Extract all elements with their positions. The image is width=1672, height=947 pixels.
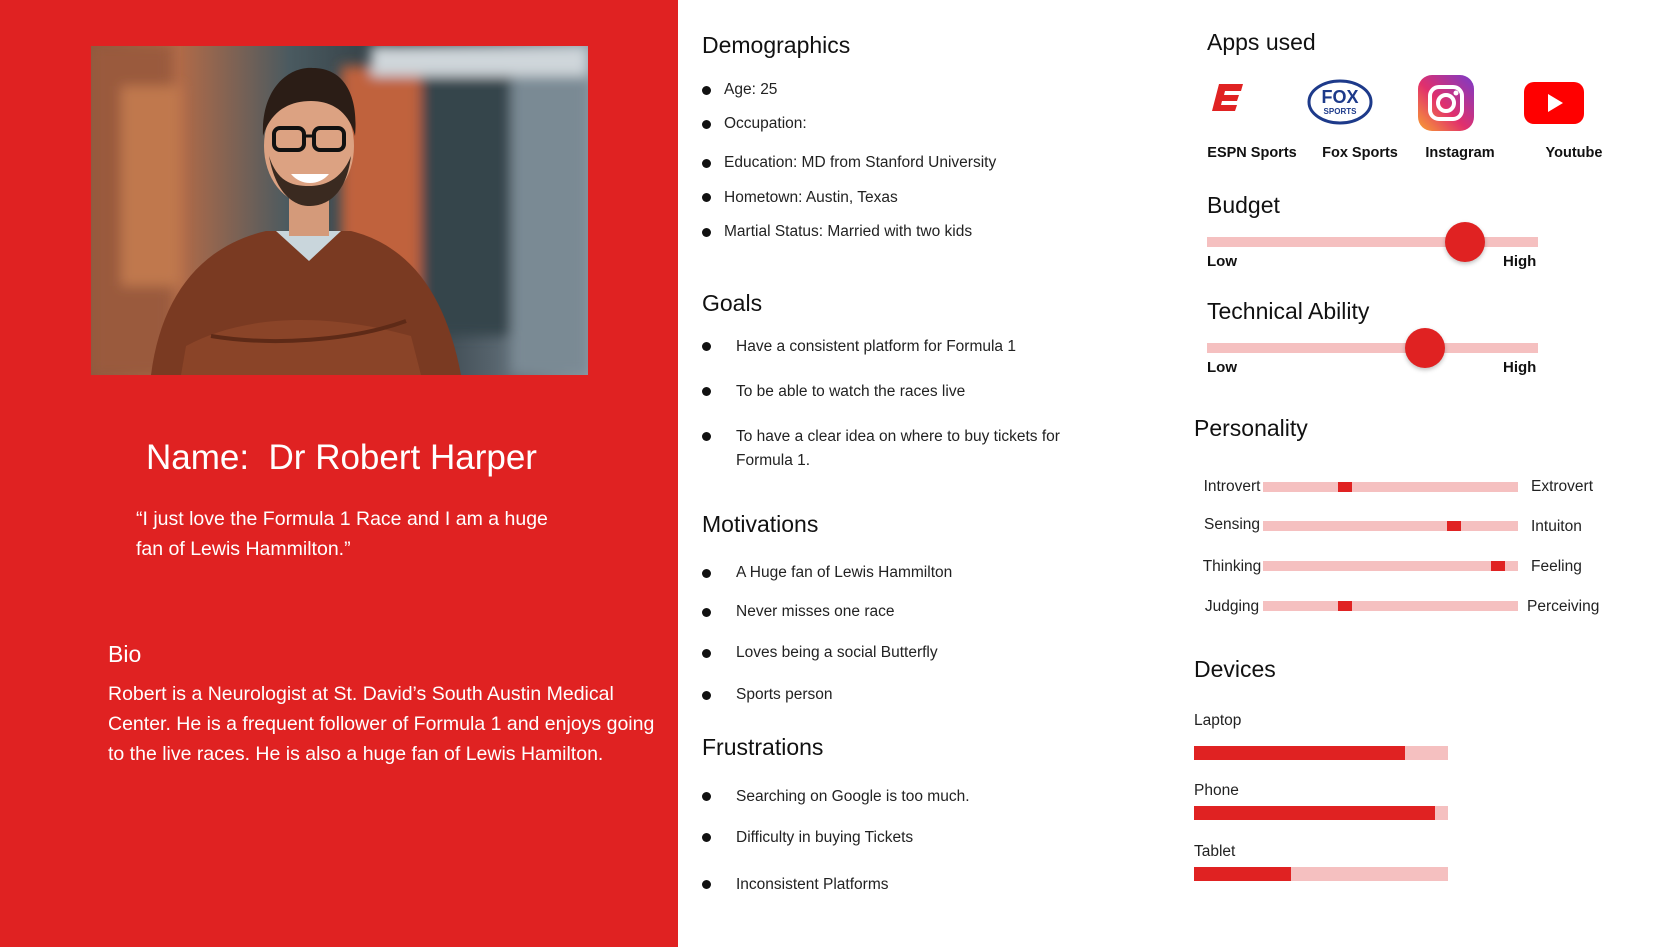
bullet <box>702 193 711 202</box>
trait-left-label: Thinking <box>1202 558 1262 575</box>
espn-logo-icon <box>1211 80 1245 114</box>
trait-right-label: Feeling <box>1531 558 1582 575</box>
trait-left-label: Judging <box>1204 598 1260 615</box>
budget-slider-track[interactable] <box>1207 237 1538 247</box>
goal-item: To be able to watch the races live <box>736 383 966 400</box>
fox-logo-text: FOX <box>1321 87 1359 107</box>
trait-bar-thinking-feeling <box>1263 561 1518 571</box>
trait-bar-judging-perceiving <box>1263 601 1518 611</box>
budget-slider-knob[interactable] <box>1445 222 1485 262</box>
bullet <box>702 387 711 396</box>
bullet <box>702 608 711 617</box>
bullet <box>702 342 711 351</box>
device-label-phone: Phone <box>1194 782 1239 799</box>
trait-marker <box>1338 482 1352 492</box>
demographics-hometown: Hometown: Austin, Texas <box>724 189 898 206</box>
device-label-tablet: Tablet <box>1194 843 1236 860</box>
bullet <box>702 159 711 168</box>
trait-marker <box>1491 561 1505 571</box>
bullet <box>702 120 711 129</box>
demographics-education: Education: MD from Stanford University <box>724 154 997 171</box>
frustrations-heading: Frustrations <box>702 734 824 760</box>
motivation-item: Never misses one race <box>736 603 895 620</box>
frustration-item: Inconsistent Platforms <box>736 876 889 893</box>
device-bar-fill <box>1194 806 1435 820</box>
persona-name: Name: Dr Robert Harper <box>146 438 537 477</box>
trait-left-label: Sensing <box>1203 516 1260 533</box>
trait-left-label: Introvert <box>1203 478 1261 495</box>
instagram-logo-icon <box>1418 75 1474 131</box>
technical-low-label: Low <box>1207 359 1237 376</box>
trait-right-label: Intuiton <box>1531 518 1582 535</box>
app-label-youtube: Youtube <box>1545 145 1603 161</box>
motivation-item: Loves being a social Butterfly <box>736 644 938 661</box>
frustration-item: Difficulty in buying Tickets <box>736 829 914 846</box>
goal-item: To have a clear idea on where to buy tickets for <box>736 428 1060 445</box>
device-label-laptop: Laptop <box>1194 712 1242 729</box>
demographics-marital-status: Martial Status: Married with two kids <box>724 223 973 240</box>
trait-right-label: Perceiving <box>1527 598 1600 615</box>
demographics-occupation: Occupation: <box>724 115 807 132</box>
motivation-item: Sports person <box>736 686 833 703</box>
fox-sports-logo-icon <box>1307 79 1373 125</box>
demographics-heading: Demographics <box>702 32 851 58</box>
goals-heading: Goals <box>702 290 763 316</box>
frustration-item: Searching on Google is too much. <box>736 788 970 805</box>
demographics-age: Age: 25 <box>724 81 778 98</box>
trait-marker <box>1447 521 1461 531</box>
motivations-heading: Motivations <box>702 511 819 537</box>
goal-item-continuation: Formula 1. <box>736 452 811 469</box>
technical-slider-track[interactable] <box>1207 343 1538 353</box>
technical-slider-knob[interactable] <box>1405 328 1445 368</box>
device-bar-phone <box>1194 806 1448 820</box>
app-label-espn: ESPN Sports <box>1207 145 1297 161</box>
trait-marker <box>1338 601 1352 611</box>
bullet <box>702 86 711 95</box>
profile-photo <box>91 46 588 375</box>
bullet <box>702 569 711 578</box>
trait-bar-introvert-extrovert <box>1263 482 1518 492</box>
budget-heading: Budget <box>1207 192 1280 218</box>
fox-logo-subtext: SPORTS <box>1323 107 1357 116</box>
technical-high-label: High <box>1503 359 1537 376</box>
bullet <box>702 691 711 700</box>
device-bar-fill <box>1194 746 1405 760</box>
persona-quote: “I just love the Formula 1 Race and I am a huge fan of Lewis Hammilton.” <box>136 508 548 560</box>
bullet <box>702 432 711 441</box>
bullet <box>702 649 711 658</box>
bio-text: Robert is a Neurologist at St. David’s South Austin Medical Center. He is a frequent follower of Formula 1 and enjoys going to the live races. He is also a huge fan of Lewis Hamilton. <box>108 683 655 765</box>
bullet <box>702 833 711 842</box>
budget-high-label: High <box>1503 253 1537 270</box>
youtube-logo-icon <box>1524 82 1584 124</box>
person-photo-illustration <box>91 46 588 375</box>
goal-item: Have a consistent platform for Formula 1 <box>736 338 1016 355</box>
app-label-instagram: Instagram <box>1425 145 1495 161</box>
device-bar-fill <box>1194 867 1291 881</box>
bullet <box>702 228 711 237</box>
budget-low-label: Low <box>1207 253 1237 270</box>
trait-bar-sensing-intuition <box>1263 521 1518 531</box>
app-label-fox: Fox Sports <box>1322 145 1398 161</box>
bullet <box>702 792 711 801</box>
personality-heading: Personality <box>1194 415 1308 441</box>
technical-ability-heading: Technical Ability <box>1207 298 1370 324</box>
bio-heading: Bio <box>108 641 142 667</box>
motivation-item: A Huge fan of Lewis Hammilton <box>736 564 953 581</box>
device-bar-tablet <box>1194 867 1448 881</box>
devices-heading: Devices <box>1194 656 1276 682</box>
apps-heading: Apps used <box>1207 29 1316 55</box>
device-bar-laptop <box>1194 746 1448 760</box>
bullet <box>702 880 711 889</box>
trait-right-label: Extrovert <box>1531 478 1594 495</box>
